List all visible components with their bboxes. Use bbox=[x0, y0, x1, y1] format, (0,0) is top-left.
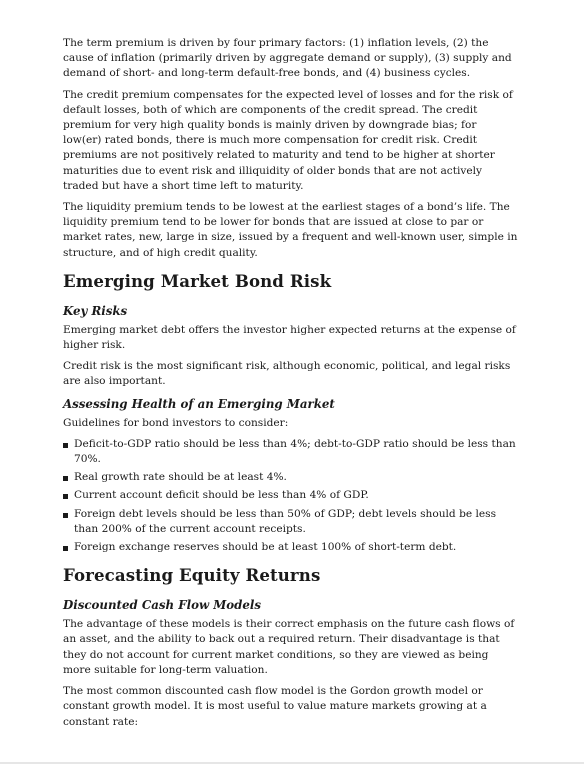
list-item-text: Real growth rate should be at least 4%. bbox=[74, 471, 287, 484]
key-risks-paragraph-2: Credit risk is the most significant risk, although economic, political, and legal risks are also important. bbox=[63, 360, 511, 388]
liquidity-premium-paragraph: The liquidity premium tends to be lowest at the earliest stages of a bond’s life. The liquidity premium tend to be lower for bonds that are issued at close to par or market rates, new, large in size, issued by a frequent and well-known user, simple in structure, and of high credit quality. bbox=[63, 201, 518, 259]
list-item bbox=[63, 488, 518, 503]
list-item-text: Deficit-to-GDP ratio should be less than 4%; debt-to-GDP ratio should be less than 70%. bbox=[74, 437, 516, 466]
subheading-key-risks: Key Risks bbox=[63, 303, 128, 318]
list-item bbox=[63, 540, 518, 555]
list-item-text: Foreign exchange reserves should be at least 100% of short-term debt. bbox=[74, 541, 457, 554]
dcf-paragraph-2: The most common discounted cash flow model is the Gordon growth model or constant growth model. It is most useful to value mature markets growing at a constant rate: bbox=[63, 685, 487, 728]
bullet-square-icon bbox=[63, 546, 68, 551]
term-premium-paragraph: The term premium is driven by four primary factors: (1) inflation levels, (2) the cause of inflation (primarily driven by aggregate demand or supply), (3) supply and demand of short- and long-term default-free bonds, and (4) business cycles. bbox=[63, 37, 512, 80]
guidelines-list bbox=[63, 437, 518, 555]
section-heading-equity-returns: Forecasting Equity Returns bbox=[63, 565, 321, 586]
key-risks-paragraph-1: Emerging market debt offers the investor higher expected returns at the expense of higher risk. bbox=[63, 323, 516, 352]
list-item bbox=[63, 470, 518, 485]
subheading-assessing-health: Assessing Health of an Emerging Market bbox=[63, 396, 335, 411]
credit-premium-paragraph: The credit premium compensates for the expected level of losses and for the risk of default losses, both of which are components of the credit spread. The credit premium for very high quality bonds is mainly driven by downgrade bias; for low(er) rated bonds, there is much more compensation for credit risk. Credit premiums are not positively related to maturity and tend to be higher at shorter maturities due to event risk and illiquidity of older bonds that are not actively traded but have a short time left to maturity. bbox=[63, 88, 513, 192]
bullet-square-icon bbox=[63, 513, 68, 518]
list-item-text: Current account deficit should be less than 4% of GDP. bbox=[74, 489, 369, 502]
section-heading-emerging-market: Emerging Market Bond Risk bbox=[63, 270, 332, 291]
list-item-text: Foreign debt levels should be less than 50% of GDP; debt levels should be less than 200% of the current account receipts. bbox=[74, 507, 497, 535]
subheading-dcf-models: Discounted Cash Flow Models bbox=[63, 598, 262, 613]
guidelines-intro: Guidelines for bond investors to consider: bbox=[63, 416, 289, 429]
bullet-square-icon bbox=[63, 476, 68, 481]
list-item bbox=[63, 507, 518, 537]
bullet-square-icon bbox=[63, 443, 68, 448]
bullet-square-icon bbox=[63, 494, 68, 499]
dcf-paragraph-1: The advantage of these models is their correct emphasis on the future cash flows of an asset, and the ability to back out a required return. Their disadvantage is that they do not account for current market conditions, so they are viewed as being more suitable for long-term valuation. bbox=[63, 618, 515, 676]
list-item bbox=[63, 437, 518, 467]
